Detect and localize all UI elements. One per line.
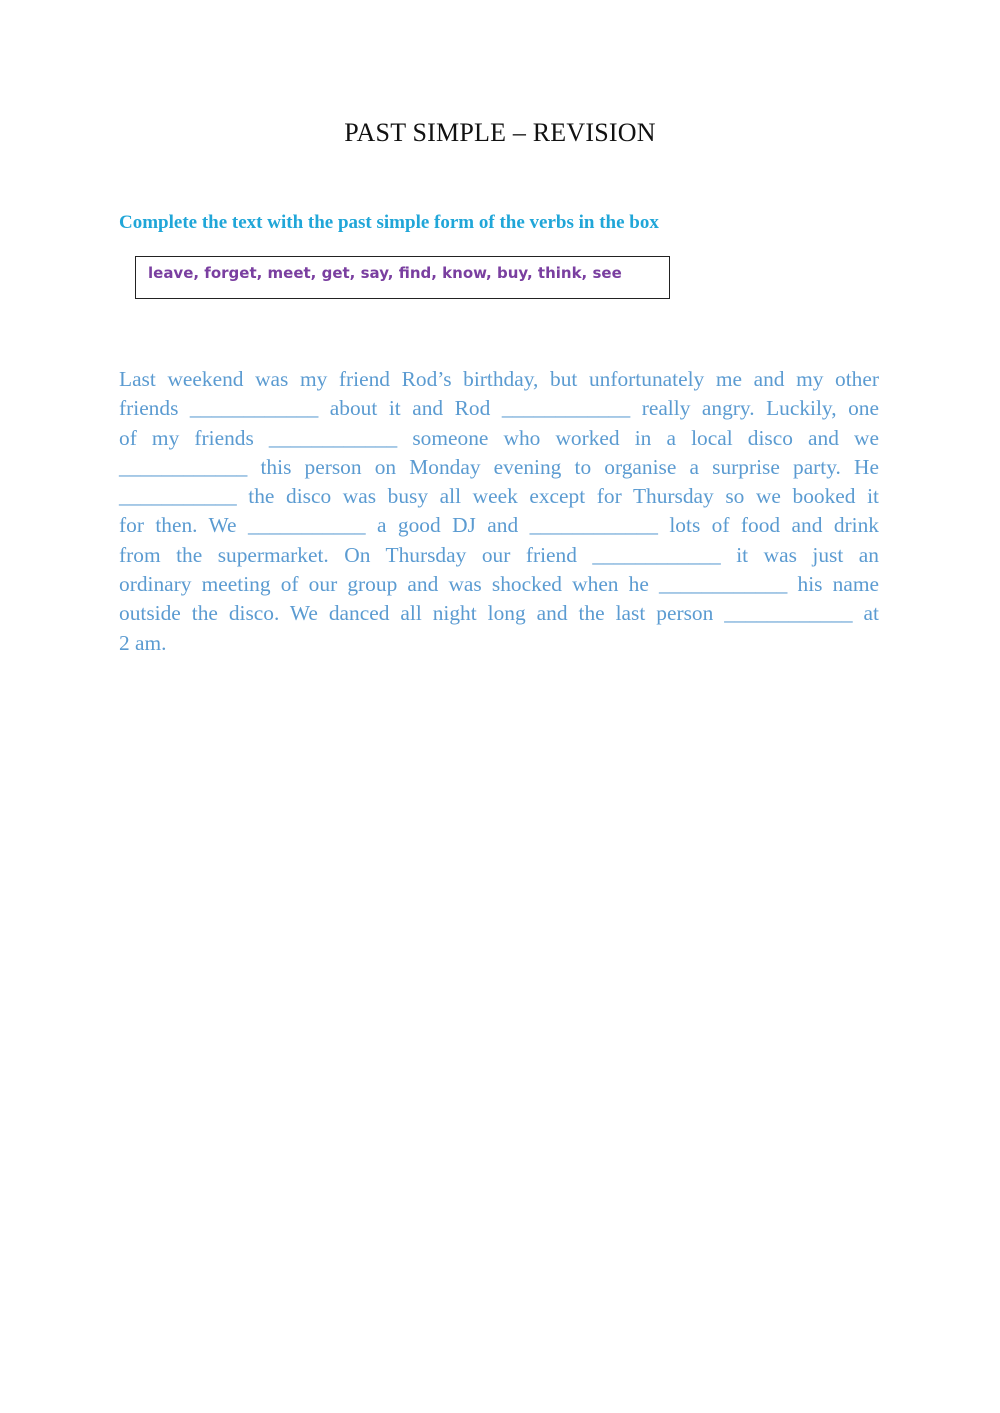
exercise-instruction: Complete the text with the past simple form of the verbs in the box xyxy=(119,212,659,233)
passage-line: friends ____________ about it and Rod ____________ really angry. Luckily, one xyxy=(119,396,879,421)
passage-line: ordinary meeting of our group and was shocked when he ____________ his name xyxy=(119,572,879,597)
passage-line: of my friends ____________ someone who worked in a local disco and we xyxy=(119,425,879,450)
passage-line: for then. We ___________ a good DJ and ____________ lots of food and drink xyxy=(119,513,879,538)
verb-word-box: leave, forget, meet, get, say, find, know, buy, think, see xyxy=(135,256,670,299)
page-title: PAST SIMPLE – REVISION xyxy=(344,118,656,147)
passage-line: Last weekend was my friend Rod’s birthday, but unfortunately me and my other xyxy=(119,367,879,391)
gap-fill-passage xyxy=(119,365,879,658)
passage-line: from the supermarket. On Thursday our friend ____________ it was just an xyxy=(119,542,879,567)
passage-line: 2 am. xyxy=(119,630,167,655)
passage-line: outside the disco. We danced all night long and the last person ____________ at xyxy=(119,601,879,626)
passage-line: ____________ this person on Monday evening to organise a surprise party. He xyxy=(119,454,879,479)
passage-line: ___________ the disco was busy all week except for Thursday so we booked it xyxy=(119,484,879,509)
